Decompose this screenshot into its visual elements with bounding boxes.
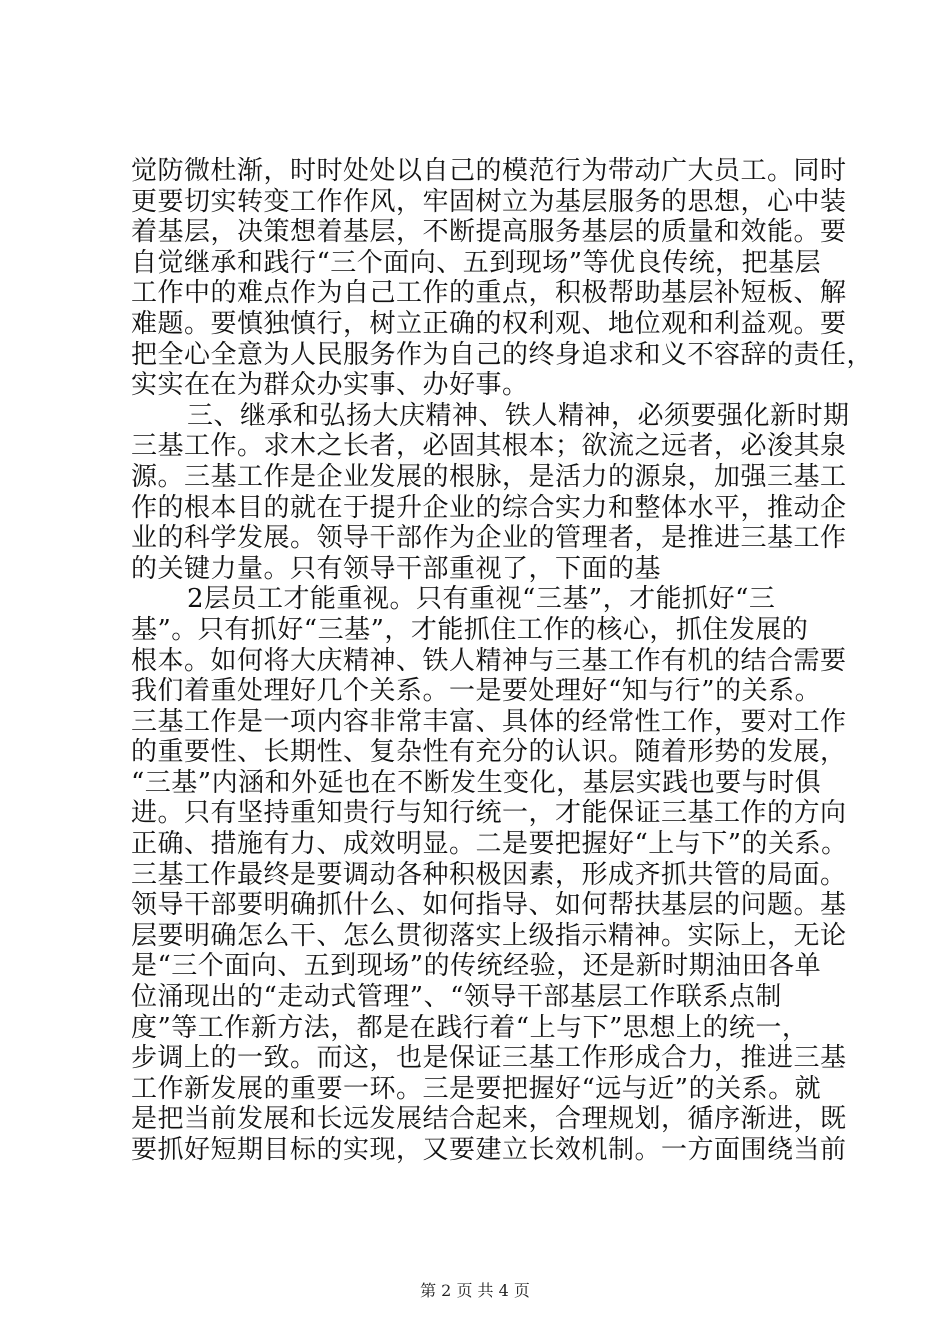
text-line: 自觉继承和践行“三个面向、五到现场”等优良传统，把基层: [131, 247, 822, 278]
text-line: 觉防微杜渐，时时处处以自己的模范行为带动广大员工。同时: [131, 156, 847, 186]
text-line: 业的科学发展。领导干部作为企业的管理者，是推进三基工作: [131, 523, 847, 554]
page-footer: [0, 1278, 950, 1301]
text-line: 正确、措施有力、成效明显。二是要把握好“上与下”的关系。: [131, 829, 848, 860]
text-line: 进。只有坚持重知贵行与知行统一，才能保证三基工作的方向: [131, 798, 847, 829]
text-line: 三基工作最终是要调动各种积极因素，形成齐抓共管的局面。: [131, 859, 847, 890]
text-line: 更要切实转变工作作风，牢固树立为基层服务的思想，心中装: [131, 186, 847, 217]
text-line: 要抓好短期目标的实现，又要建立长效机制。一方面围绕当前: [131, 1135, 847, 1165]
text-line: 我们着重处理好几个关系。一是要处理好“知与行”的关系。: [131, 676, 822, 707]
text-line: 层要明确怎么干、怎么贯彻落实上级指示精神。实际上，无论: [131, 920, 847, 951]
text-line: 作的根本目的就在于提升企业的综合实力和整体水平，推动企: [131, 492, 847, 523]
page-number-label: 第 2 页 共 4 页: [420, 1281, 530, 1300]
text-line: 工作新发展的重要一环。三是要把握好“远与近”的关系。就: [131, 1073, 822, 1104]
text-line: 基”。只有抓好“三基”，才能抓住工作的核心，抓住发展的: [131, 614, 809, 645]
text-line: “三基”内涵和外延也在不断发生变化，基层实践也要与时俱: [131, 767, 822, 798]
text-line: 是把当前发展和长远发展结合起来，合理规划，循序渐进，既: [131, 1104, 847, 1135]
paragraph-start-line: 三、继承和弘扬大庆精神、铁人精神，必须要强化新时期: [187, 400, 850, 431]
text-line: 把全心全意为人民服务作为自己的终身追求和义不容辞的责任，: [131, 339, 874, 370]
text-line: 领导干部要明确抓什么、如何指导、如何帮扶基层的问题。基: [131, 890, 847, 921]
text-line: 步调上的一致。而这，也是保证三基工作形成合力，推进三基: [131, 1043, 847, 1074]
paragraph-start-line: 2层员工才能重视。只有重视“三基”，才能抓好“三: [187, 584, 776, 615]
text-line: 位涌现出的“走动式管理”、“领导干部基层工作联系点制: [131, 982, 782, 1013]
text-line: 三基工作。求木之长者，必固其根本；欲流之远者，必浚其泉: [131, 431, 847, 462]
text-line: 的关键力量。只有领导干部重视了，下面的基: [131, 553, 662, 584]
text-line: 是“三个面向、五到现场”的传统经验，还是新时期油田各单: [131, 951, 822, 982]
text-line: 根本。如何将大庆精神、铁人精神与三基工作有机的结合需要: [131, 645, 847, 676]
text-line: 三基工作是一项内容非常丰富、具体的经常性工作，要对工作: [131, 706, 847, 737]
text-line: 源。三基工作是企业发展的根脉，是活力的源泉，加强三基工: [131, 461, 847, 492]
text-line: 工作中的难点作为自己工作的重点，积极帮助基层补短板、解: [131, 278, 847, 309]
text-line: 难题。要慎独慎行，树立正确的权利观、地位观和利益观。要: [131, 308, 847, 339]
body-text: [131, 156, 874, 1166]
text-line: 度”等工作新方法，都是在践行着“上与下”思想上的统一，: [131, 1012, 809, 1043]
text-line: 实实在在为群众办实事、办好事。: [131, 370, 529, 401]
text-line: 着基层，决策想着基层，不断提高服务基层的质量和效能。要: [131, 217, 847, 248]
text-line: 的重要性、长期性、复杂性有充分的认识。随着形势的发展，: [131, 737, 847, 768]
